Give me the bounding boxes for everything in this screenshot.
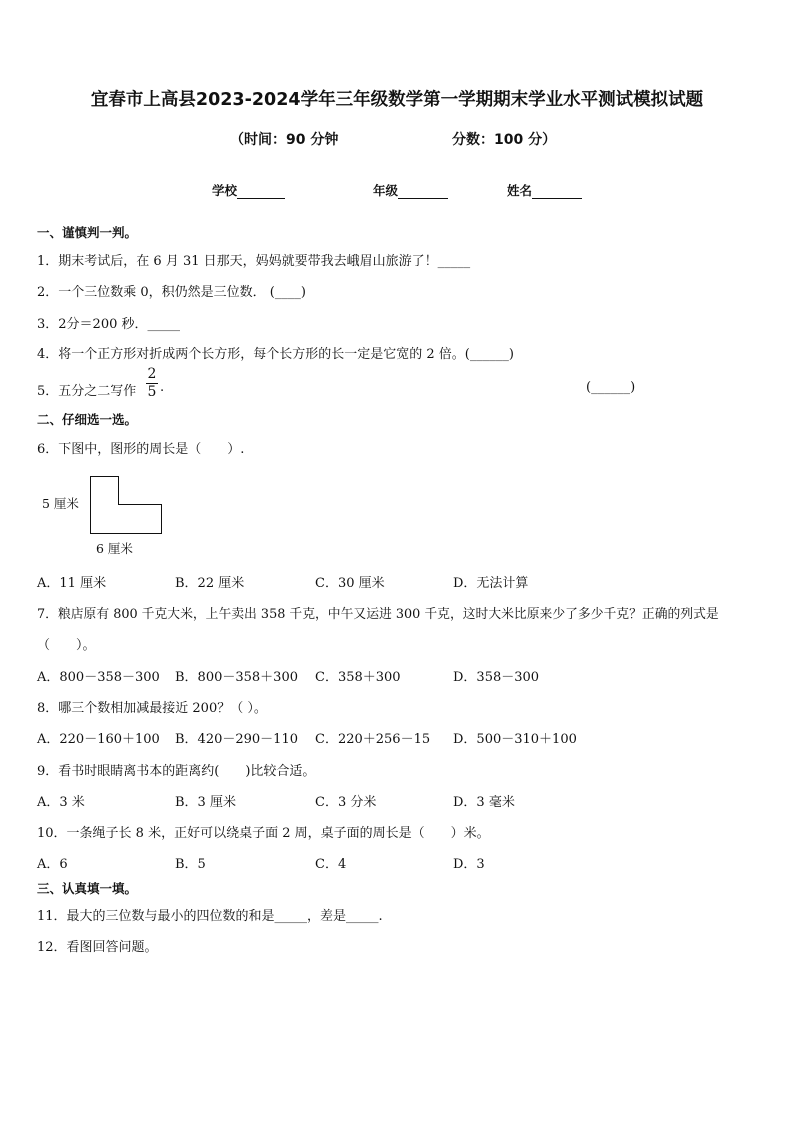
q8-option-d[interactable]: D．500－310＋100 (453, 732, 577, 747)
question-9: 9．看书时眼睛离书本的距离约( )比较合适。 (37, 764, 316, 779)
school-field (212, 181, 285, 199)
exam-time: （时间：90 分钟 (230, 132, 339, 148)
q8-option-a[interactable]: A．220－160＋100 (37, 732, 160, 747)
fraction-denominator: 5 (147, 384, 157, 400)
name-blank[interactable] (532, 184, 582, 199)
q6-option-b[interactable]: B．22 厘米 (175, 576, 245, 591)
question-7-line-1: 7．粮店原有 800 千克大米，上午卖出 358 千克，中午又运进 300 千克，这时大米比原来少了多少千克？正确的列式是 (37, 607, 719, 622)
section-heading-1: 一、谨慎判一判。 (37, 225, 138, 240)
q6-option-c[interactable]: C．30 厘米 (315, 576, 385, 591)
question-1: 1．期末考试后，在 6 月 31 日那天，妈妈就要带我去峨眉山旅游了！_____ (37, 254, 471, 269)
q9-option-a[interactable]: A．3 米 (37, 795, 85, 810)
q7-option-d[interactable]: D．358－300 (453, 670, 540, 685)
section-heading-2: 二、仔细选一选。 (37, 412, 138, 427)
q9-option-c[interactable]: C．3 分米 (315, 795, 377, 810)
q7-option-c[interactable]: C．358＋300 (315, 670, 401, 685)
l-shape-outline (91, 477, 162, 534)
question-6: 6．下图中，图形的周长是（ ）. (37, 442, 245, 457)
question-11: 11．最大的三位数与最小的四位数的和是_____，差是_____. (37, 909, 383, 924)
question-5-blank: (______) (586, 380, 636, 395)
l-shape-svg (90, 476, 162, 534)
l-shape-figure (90, 476, 162, 534)
question-8: 8．哪三个数相加减最接近 200？（ ）。 (37, 701, 267, 716)
section-heading-3: 三、认真填一填。 (37, 881, 138, 896)
question-10: 10．一条绳子长 8 米，正好可以绕桌子面 2 周，桌子面的周长是（ ）米。 (37, 826, 490, 841)
q6-option-d[interactable]: D．无法计算 (453, 576, 529, 591)
figure-label-height: 5 厘米 (42, 496, 79, 511)
q8-option-c[interactable]: C．220＋256－15 (315, 732, 431, 747)
name-label: 姓名 (507, 183, 533, 198)
q7-option-b[interactable]: B．800－358＋300 (175, 670, 298, 685)
q10-option-c[interactable]: C．4 (315, 857, 347, 872)
q9-option-d[interactable]: D．3 毫米 (453, 795, 515, 810)
school-blank[interactable] (237, 184, 285, 199)
name-field (507, 181, 582, 199)
fraction-two-fifths (145, 366, 159, 401)
q9-option-b[interactable]: B．3 厘米 (175, 795, 236, 810)
question-5-prefix: 5．五分之二写作 (37, 384, 137, 399)
q6-option-a[interactable]: A．11 厘米 (37, 576, 107, 591)
school-label: 学校 (212, 183, 238, 198)
question-4: 4．将一个正方形对折成两个长方形，每个长方形的长一定是它宽的 2 倍。(______) (37, 347, 514, 362)
q10-option-a[interactable]: A．6 (37, 857, 68, 872)
question-12: 12．看图回答问题。 (37, 940, 158, 955)
fraction-numerator: 2 (147, 366, 157, 382)
question-5-suffix: . (160, 380, 165, 395)
question-2: 2．一个三位数乘 0，积仍然是三位数． (____) (37, 285, 306, 300)
q7-option-a[interactable]: A．800－358－300 (37, 670, 160, 685)
q8-option-b[interactable]: B．420－290－110 (175, 732, 298, 747)
grade-field (373, 181, 448, 199)
q10-option-d[interactable]: D．3 (453, 857, 485, 872)
question-3: 3．2分＝200 秒．_____ (37, 317, 180, 332)
page-title: 宜春市上高县2023-2024学年三年级数学第一学期期末学业水平测试模拟试题 (90, 90, 704, 110)
grade-blank[interactable] (398, 184, 448, 199)
grade-label: 年级 (373, 183, 399, 198)
question-7-line-2: （ ）。 (37, 638, 96, 653)
figure-label-width: 6 厘米 (96, 541, 133, 556)
q10-option-b[interactable]: B．5 (175, 857, 206, 872)
exam-score: 分数：100 分） (452, 132, 557, 148)
